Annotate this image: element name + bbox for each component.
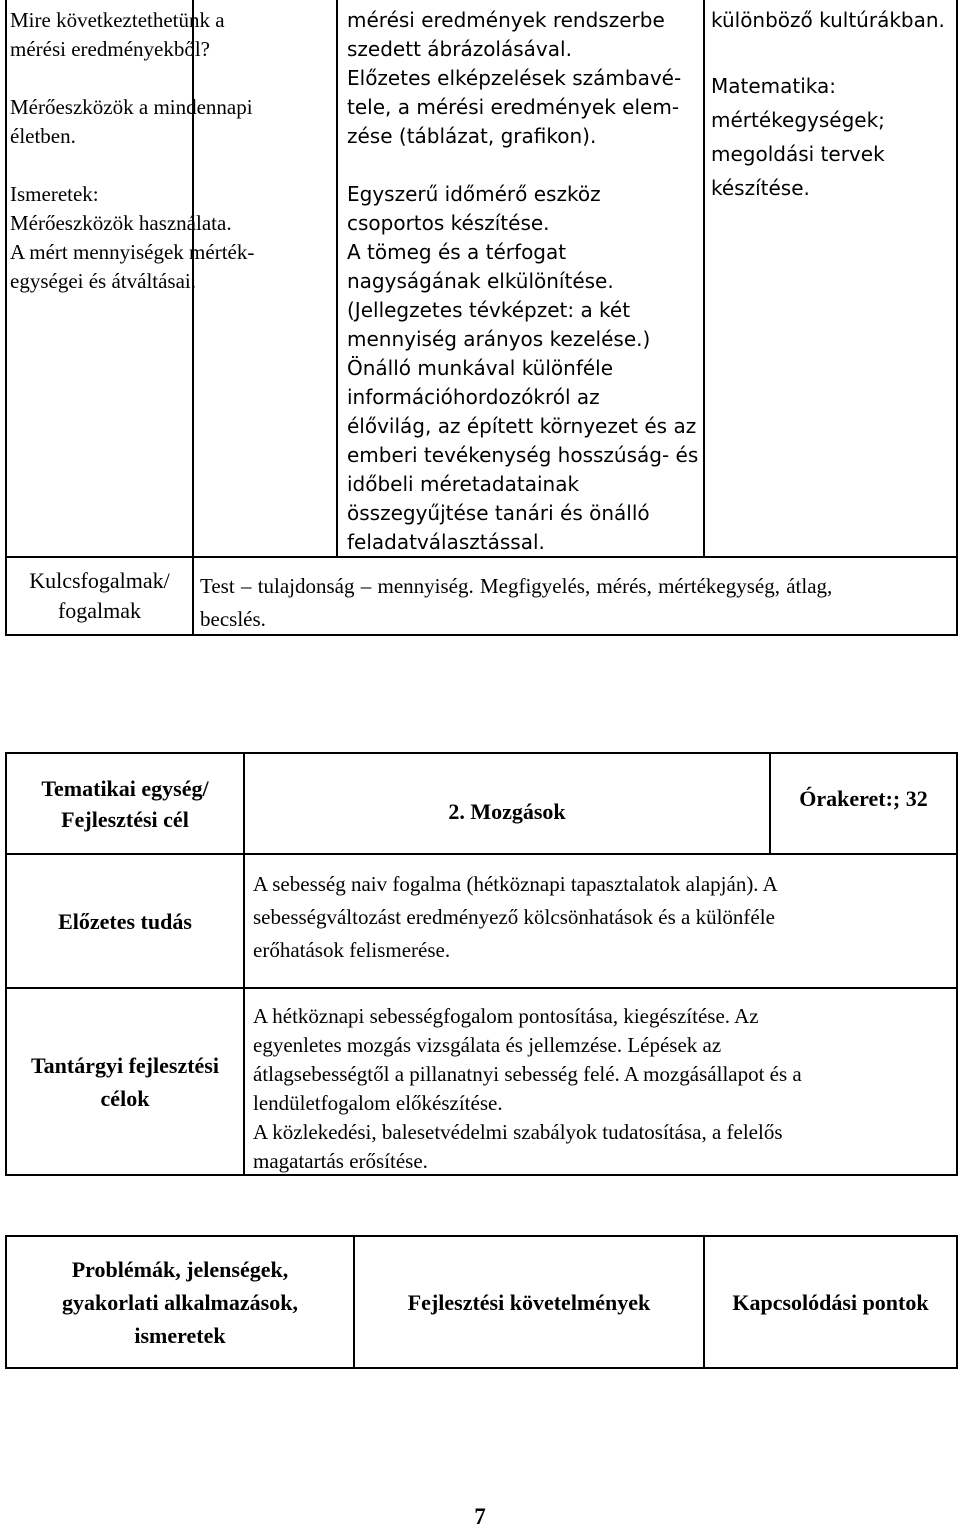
column-header-problems	[7, 1237, 353, 1367]
text-line: Mérőeszközök a mindennapi	[10, 95, 253, 119]
text-line: emberi tevékenység hosszúság- és	[347, 443, 699, 467]
requirements-column	[347, 6, 701, 557]
text-line: Tantárgyi fejlesztési	[31, 1052, 219, 1078]
text-line: A hétköznapi sebességfogalom pontosítása, kiegészítése. Az	[253, 1004, 759, 1028]
text-line: Fejlesztési cél	[61, 806, 189, 832]
column-header-connections: Kapcsolódási pontok	[732, 1289, 929, 1315]
text-line: (Jellegzetes tévképzet: a két	[347, 298, 631, 322]
text-line	[347, 151, 701, 180]
key-concepts-label	[7, 558, 192, 634]
prior-knowledge-label: Előzetes tudás	[58, 908, 192, 934]
text-line: becslés.	[200, 607, 266, 631]
connections-column	[711, 6, 955, 203]
text-line: mérési eredmények rendszerbe	[347, 8, 665, 32]
text-line: feladatválasztással.	[347, 530, 545, 554]
text-line: tele, a mérési eredmények elem-	[347, 95, 680, 119]
text-line: mérési eredményekből?	[10, 37, 210, 61]
text-line: Mire következtethetünk a	[10, 8, 225, 32]
text-line: A közlekedési, balesetvédelmi szabályok tudatosítása, a felelős	[253, 1120, 783, 1144]
text-line: Ismeretek:	[10, 182, 99, 206]
text-line	[711, 35, 955, 64]
text-line: A tömeg és a térfogat	[347, 240, 567, 264]
text-line: Matematika:	[711, 74, 837, 98]
text-line: lendületfogalom előkészítése.	[253, 1091, 503, 1115]
text-line: fogalmak	[57, 598, 142, 623]
subject-goals-text	[253, 1002, 953, 1176]
activities-column	[10, 6, 255, 296]
prior-knowledge-text	[253, 868, 953, 967]
text-line: időbeli méretadatainak	[347, 472, 580, 496]
text-line	[10, 64, 190, 93]
hours-budget: Órakeret:; 32	[799, 786, 928, 811]
text-line: zése (táblázat, grafikon).	[347, 124, 597, 148]
text-line: Kulcsfogalmak/	[29, 568, 170, 593]
text-line: Előzetes elképzelések számbavé-	[347, 66, 682, 90]
text-line: különböző kultúrákban.	[711, 8, 945, 32]
text-line: Test – tulajdonság – mennyiség. Megfigyelés, mérés, mértékegység, átlag,	[200, 574, 833, 598]
text-line: átlagsebességtől a pillanatnyi sebesség felé. A mozgásállapot és a	[253, 1062, 802, 1086]
text-line: információhordozókról az	[347, 385, 600, 409]
text-line: ismeretek	[134, 1322, 226, 1348]
text-line: életben.	[10, 124, 76, 148]
text-line: erőhatások felismerése.	[253, 938, 451, 962]
unit-header-label	[7, 754, 243, 853]
text-line: Önálló munkával különféle	[347, 356, 614, 380]
text-line: Tematikai egység/	[41, 775, 209, 801]
text-line: A mért mennyiségek mérték-	[10, 240, 255, 264]
text-line	[10, 151, 190, 180]
text-line: célok	[100, 1085, 150, 1111]
page-number: 7	[474, 1504, 486, 1529]
text-line: mennyiség arányos kezelése.)	[347, 327, 651, 351]
column-header-requirements: Fejlesztési követelmények	[407, 1289, 651, 1315]
text-line: magatartás erősítése.	[253, 1149, 428, 1173]
text-line: egyenletes mozgás vizsgálata és jellemzése. Lépések az	[253, 1033, 722, 1057]
unit-title: 2. Mozgások	[448, 799, 566, 824]
text-line: Egyszerű időmérő eszköz	[347, 182, 601, 206]
text-line: összegyűjtése tanári és önálló	[347, 501, 650, 525]
text-line: megoldási tervek	[711, 142, 885, 166]
text-line: sebességváltozást eredményező kölcsönhatások és a különféle	[253, 905, 775, 929]
text-line: Problémák, jelenségek,	[71, 1256, 289, 1282]
text-line: nagyságának elkülönítése.	[347, 269, 614, 293]
text-line: A sebesség naiv fogalma (hétköznapi tapasztalatok alapján). A	[253, 872, 778, 896]
subject-goals-label	[7, 989, 243, 1174]
text-line: készítése.	[711, 176, 810, 200]
text-line: szedett ábrázolásával.	[347, 37, 572, 61]
text-line: gyakorlati alkalmazások,	[62, 1289, 298, 1315]
key-concepts-text	[200, 570, 952, 636]
text-line: Mérőeszközök használata.	[10, 211, 232, 235]
text-line: csoportos készítése.	[347, 211, 550, 235]
text-line: mértékegységek;	[711, 108, 885, 132]
text-line: egységei és átváltásai.	[10, 269, 197, 293]
text-line: élővilág, az épített környezet és az	[347, 414, 697, 438]
